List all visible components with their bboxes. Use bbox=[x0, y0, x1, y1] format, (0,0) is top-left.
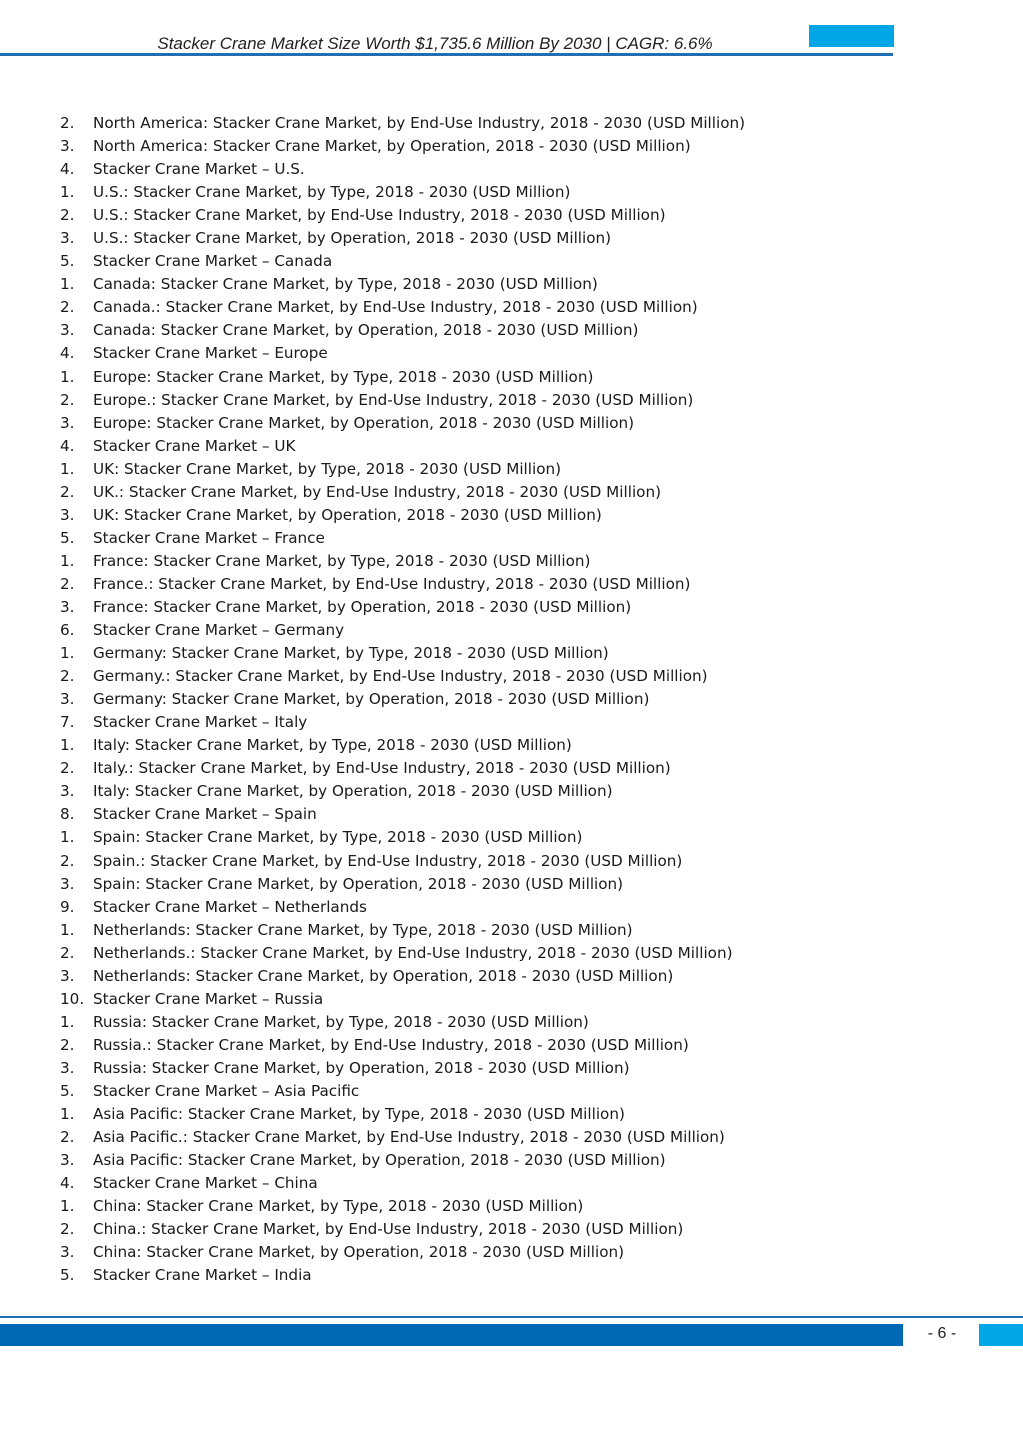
list-item bbox=[60, 389, 745, 412]
list-item bbox=[60, 757, 745, 780]
list-item-text: Asia Pacific: Stacker Crane Market, by Operation, 2018 - 2030 (USD Million) bbox=[93, 1151, 666, 1170]
list-item bbox=[60, 826, 745, 849]
list-item bbox=[60, 550, 745, 573]
list-item bbox=[60, 1241, 745, 1264]
list-item-number: 10. bbox=[60, 989, 85, 1008]
list-item-text: Stacker Crane Market – Canada bbox=[93, 252, 333, 271]
list-item-number: 4. bbox=[60, 160, 75, 179]
list-item-number: 3. bbox=[60, 229, 75, 248]
footer-divider bbox=[0, 1316, 1023, 1318]
list-item bbox=[60, 1172, 745, 1195]
list-item-text: Europe.: Stacker Crane Market, by End-Use Industry, 2018 - 2030 (USD Million) bbox=[93, 390, 694, 409]
list-item-number: 1. bbox=[60, 1197, 75, 1216]
list-item bbox=[60, 1057, 745, 1080]
list-item bbox=[60, 504, 745, 527]
list-item bbox=[60, 1011, 745, 1034]
list-item bbox=[60, 481, 745, 504]
list-item-number: 2. bbox=[60, 1035, 75, 1054]
list-item-text: Spain: Stacker Crane Market, by Operation, 2018 - 2030 (USD Million) bbox=[93, 874, 624, 893]
list-item-number: 2. bbox=[60, 943, 75, 962]
list-item-number: 1. bbox=[60, 1012, 75, 1031]
list-item bbox=[60, 1195, 745, 1218]
list-item bbox=[60, 1103, 745, 1126]
list-item-text: Stacker Crane Market – Germany bbox=[93, 621, 345, 640]
list-item bbox=[60, 734, 745, 757]
list-item-text: Stacker Crane Market – Europe bbox=[93, 344, 328, 363]
list-item-number: 1. bbox=[60, 459, 75, 478]
list-item bbox=[60, 573, 745, 596]
list-item-number: 5. bbox=[60, 1081, 75, 1100]
list-item bbox=[60, 527, 745, 550]
list-item-text: Asia Pacific: Stacker Crane Market, by Type, 2018 - 2030 (USD Million) bbox=[93, 1105, 625, 1124]
list-item-text: Stacker Crane Market – U.S. bbox=[93, 160, 305, 179]
list-item-text: Netherlands: Stacker Crane Market, by Operation, 2018 - 2030 (USD Million) bbox=[93, 966, 674, 985]
list-item-number: 5. bbox=[60, 528, 75, 547]
list-item-number: 1. bbox=[60, 367, 75, 386]
list-item bbox=[60, 273, 745, 296]
list-item-number: 4. bbox=[60, 344, 75, 363]
list-item bbox=[60, 1264, 745, 1287]
list-item bbox=[60, 435, 745, 458]
list-item-number: 3. bbox=[60, 505, 75, 524]
list-item-number: 2. bbox=[60, 298, 75, 317]
list-item-number: 2. bbox=[60, 759, 75, 778]
list-item bbox=[60, 803, 745, 826]
document-title: Stacker Crane Market Size Worth $1,735.6 Million By 2030 | CAGR: 6.6% bbox=[157, 34, 713, 53]
list-item bbox=[60, 112, 745, 135]
list-item-number: 2. bbox=[60, 114, 75, 132]
list-item-number: 3. bbox=[60, 690, 75, 709]
header-divider bbox=[0, 53, 893, 56]
list-item-number: 3. bbox=[60, 1243, 75, 1262]
list-item-number: 2. bbox=[60, 390, 75, 409]
list-item-text: Canada.: Stacker Crane Market, by End-Use Industry, 2018 - 2030 (USD Million) bbox=[93, 298, 698, 317]
list-item bbox=[60, 250, 745, 273]
list-item-text: China: Stacker Crane Market, by Operation, 2018 - 2030 (USD Million) bbox=[93, 1243, 625, 1262]
list-item bbox=[60, 135, 745, 158]
list-item-text: Italy.: Stacker Crane Market, by End-Use Industry, 2018 - 2030 (USD Million) bbox=[93, 759, 671, 778]
list-item-number: 3. bbox=[60, 782, 75, 801]
list-item-text: U.S.: Stacker Crane Market, by End-Use Industry, 2018 - 2030 (USD Million) bbox=[93, 206, 666, 225]
list-item-text: Canada: Stacker Crane Market, by Operation, 2018 - 2030 (USD Million) bbox=[93, 321, 639, 340]
list-item bbox=[60, 780, 745, 803]
list-item-number: 3. bbox=[60, 1151, 75, 1170]
list-item-number: 2. bbox=[60, 851, 75, 870]
list-item bbox=[60, 181, 745, 204]
list-item bbox=[60, 296, 745, 319]
list-item-text: Stacker Crane Market – Italy bbox=[93, 713, 308, 732]
list-item bbox=[60, 642, 745, 665]
list-item bbox=[60, 342, 745, 365]
list-item-text: Stacker Crane Market – France bbox=[93, 528, 325, 547]
list-item bbox=[60, 1126, 745, 1149]
list-item-text: China: Stacker Crane Market, by Type, 2018 - 2030 (USD Million) bbox=[93, 1197, 584, 1216]
list-item-number: 1. bbox=[60, 736, 75, 755]
list-item-number: 1. bbox=[60, 920, 75, 939]
list-item-text: Spain.: Stacker Crane Market, by End-Use Industry, 2018 - 2030 (USD Million) bbox=[93, 851, 683, 870]
list-item-text: U.S.: Stacker Crane Market, by Operation, 2018 - 2030 (USD Million) bbox=[93, 229, 612, 248]
list-item-text: UK: Stacker Crane Market, by Type, 2018 - 2030 (USD Million) bbox=[93, 459, 562, 478]
footer-bar bbox=[0, 1324, 903, 1346]
list-item bbox=[60, 688, 745, 711]
list-item-number: 3. bbox=[60, 413, 75, 432]
list-item-number: 9. bbox=[60, 897, 75, 916]
list-item bbox=[60, 227, 745, 250]
list-item-number: 4. bbox=[60, 1174, 75, 1193]
list-item-number: 1. bbox=[60, 1105, 75, 1124]
list-item-text: Stacker Crane Market – China bbox=[93, 1174, 318, 1193]
list-item-text: Stacker Crane Market – India bbox=[93, 1266, 312, 1285]
list-item-text: France: Stacker Crane Market, by Type, 2018 - 2030 (USD Million) bbox=[93, 551, 591, 570]
list-item-text: Stacker Crane Market – Spain bbox=[93, 805, 317, 824]
list-item-text: Europe: Stacker Crane Market, by Type, 2018 - 2030 (USD Million) bbox=[93, 367, 594, 386]
list-item bbox=[60, 873, 745, 896]
list-item bbox=[60, 366, 745, 389]
list-item-number: 1. bbox=[60, 275, 75, 294]
list-item-text: Stacker Crane Market – Russia bbox=[93, 989, 324, 1008]
list-item-text: China.: Stacker Crane Market, by End-Use Industry, 2018 - 2030 (USD Million) bbox=[93, 1220, 684, 1239]
list-item bbox=[60, 619, 745, 642]
list-item-text: North America: Stacker Crane Market, by Operation, 2018 - 2030 (USD Million) bbox=[93, 137, 691, 156]
list-item-number: 4. bbox=[60, 436, 75, 455]
list-item-text: Netherlands.: Stacker Crane Market, by End-Use Industry, 2018 - 2030 (USD Million) bbox=[93, 943, 733, 962]
list-item-number: 2. bbox=[60, 1128, 75, 1147]
list-item-text: France.: Stacker Crane Market, by End-Use Industry, 2018 - 2030 (USD Million) bbox=[93, 574, 691, 593]
list-item-number: 3. bbox=[60, 966, 75, 985]
page-number: - 6 - bbox=[927, 1325, 957, 1342]
list-item-number: 3. bbox=[60, 597, 75, 616]
list-item bbox=[60, 711, 745, 734]
list-item-number: 1. bbox=[60, 551, 75, 570]
list-item-text: UK: Stacker Crane Market, by Operation, 2018 - 2030 (USD Million) bbox=[93, 505, 602, 524]
list-item bbox=[60, 965, 745, 988]
table-of-contents-list bbox=[60, 112, 745, 1287]
list-item-text: Germany: Stacker Crane Market, by Type, 2018 - 2030 (USD Million) bbox=[93, 644, 609, 663]
list-item-text: Canada: Stacker Crane Market, by Type, 2018 - 2030 (USD Million) bbox=[93, 275, 598, 294]
list-item-text: Netherlands: Stacker Crane Market, by Type, 2018 - 2030 (USD Million) bbox=[93, 920, 633, 939]
list-item-text: France: Stacker Crane Market, by Operation, 2018 - 2030 (USD Million) bbox=[93, 597, 632, 616]
list-item-number: 3. bbox=[60, 321, 75, 340]
list-item bbox=[60, 665, 745, 688]
list-item-number: 2. bbox=[60, 667, 75, 686]
list-item bbox=[60, 850, 745, 873]
list-item-number: 3. bbox=[60, 137, 75, 156]
list-item bbox=[60, 919, 745, 942]
list-item-text: North America: Stacker Crane Market, by End-Use Industry, 2018 - 2030 (USD Million) bbox=[93, 114, 746, 132]
list-item-text: Russia: Stacker Crane Market, by Type, 2018 - 2030 (USD Million) bbox=[93, 1012, 589, 1031]
list-item bbox=[60, 1149, 745, 1172]
list-item-text: Germany.: Stacker Crane Market, by End-Use Industry, 2018 - 2030 (USD Million) bbox=[93, 667, 708, 686]
list-item-text: Russia: Stacker Crane Market, by Operation, 2018 - 2030 (USD Million) bbox=[93, 1058, 630, 1077]
list-item-text: Asia Pacific.: Stacker Crane Market, by End-Use Industry, 2018 - 2030 (USD Million) bbox=[93, 1128, 725, 1147]
list-item-text: U.S.: Stacker Crane Market, by Type, 2018 - 2030 (USD Million) bbox=[93, 183, 571, 202]
list-item-text: Spain: Stacker Crane Market, by Type, 2018 - 2030 (USD Million) bbox=[93, 828, 583, 847]
list-item-number: 6. bbox=[60, 621, 75, 640]
list-item-number: 5. bbox=[60, 1266, 75, 1285]
list-item-number: 7. bbox=[60, 713, 75, 732]
list-item-number: 3. bbox=[60, 1058, 75, 1077]
list-item-text: Italy: Stacker Crane Market, by Type, 2018 - 2030 (USD Million) bbox=[93, 736, 572, 755]
list-item bbox=[60, 1034, 745, 1057]
list-item-text: Germany: Stacker Crane Market, by Operation, 2018 - 2030 (USD Million) bbox=[93, 690, 650, 709]
list-item-number: 5. bbox=[60, 252, 75, 271]
list-item-number: 1. bbox=[60, 644, 75, 663]
list-item-text: Stacker Crane Market – Asia Pacific bbox=[93, 1081, 360, 1100]
footer-accent-block bbox=[979, 1324, 1023, 1346]
list-item-text: Stacker Crane Market – Netherlands bbox=[93, 897, 367, 916]
list-item bbox=[60, 319, 745, 342]
list-item bbox=[60, 896, 745, 919]
list-item-number: 8. bbox=[60, 805, 75, 824]
list-item-number: 3. bbox=[60, 874, 75, 893]
list-item bbox=[60, 458, 745, 481]
list-item-text: Europe: Stacker Crane Market, by Operation, 2018 - 2030 (USD Million) bbox=[93, 413, 635, 432]
list-item-number: 2. bbox=[60, 1220, 75, 1239]
list-item-text: Russia.: Stacker Crane Market, by End-Use Industry, 2018 - 2030 (USD Million) bbox=[93, 1035, 689, 1054]
list-item bbox=[60, 158, 745, 181]
list-item-text: Stacker Crane Market – UK bbox=[93, 436, 296, 455]
list-item-number: 1. bbox=[60, 183, 75, 202]
list-item-number: 2. bbox=[60, 482, 75, 501]
list-item-number: 2. bbox=[60, 206, 75, 225]
list-item bbox=[60, 942, 745, 965]
list-item-number: 1. bbox=[60, 828, 75, 847]
list-item bbox=[60, 204, 745, 227]
list-item bbox=[60, 412, 745, 435]
list-item bbox=[60, 596, 745, 619]
list-item bbox=[60, 988, 745, 1011]
list-item-text: Italy: Stacker Crane Market, by Operation, 2018 - 2030 (USD Million) bbox=[93, 782, 613, 801]
list-item bbox=[60, 1080, 745, 1103]
list-item bbox=[60, 1218, 745, 1241]
header-accent-block bbox=[809, 25, 894, 47]
list-item-text: UK.: Stacker Crane Market, by End-Use Industry, 2018 - 2030 (USD Million) bbox=[93, 482, 662, 501]
list-item-number: 2. bbox=[60, 574, 75, 593]
